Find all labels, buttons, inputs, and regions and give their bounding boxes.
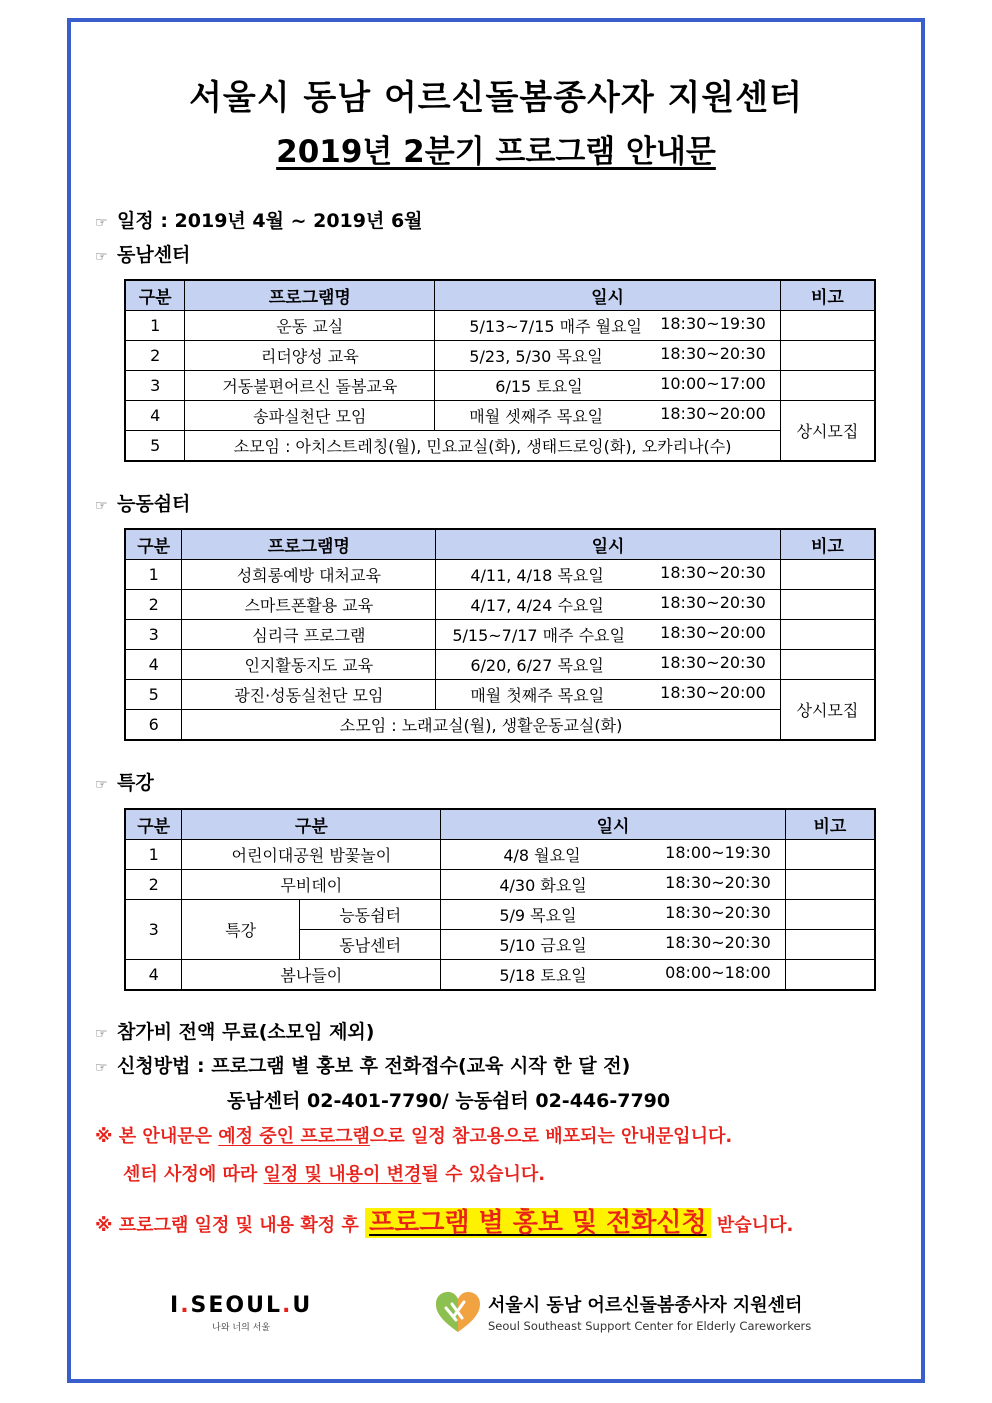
header-cell: 프로그램명 — [182, 529, 436, 560]
reference-mark: ※ — [95, 1215, 113, 1236]
schedule-cell — [436, 620, 780, 650]
notice-underlined: 일정 및 내용이 변경 — [263, 1164, 422, 1185]
row-number: 5 — [125, 431, 185, 462]
schedule-date: 5/9 목요일 — [499, 906, 577, 925]
schedule-cell — [436, 560, 780, 590]
schedule-date: 5/18 토요일 — [499, 966, 587, 985]
table-row — [125, 710, 875, 741]
row-number: 3 — [125, 900, 182, 960]
row-number: 5 — [125, 680, 182, 710]
center-name-english: Seoul Southeast Support Center for Elderly Careworkers — [488, 1319, 812, 1333]
header-cell: 구분 — [182, 809, 441, 840]
notice-3 — [95, 1202, 793, 1239]
note-cell — [780, 560, 875, 590]
program-name: 송파실천단 모임 — [185, 401, 435, 431]
pointing-hand-icon: ☞ — [95, 777, 108, 793]
notice-text: 프로그램 일정 및 내용 확정 후 — [118, 1215, 366, 1236]
program-table-neungdong — [124, 528, 876, 741]
logo-text: U — [292, 1293, 313, 1318]
program-name: 소모임 : 노래교실(월), 생활운동교실(화) — [182, 710, 780, 741]
program-name: 봄나들이 — [182, 960, 441, 991]
note-cell: 상시모집 — [780, 401, 875, 462]
table-row — [125, 620, 875, 650]
note-cell — [785, 840, 875, 870]
note-cell: 상시모집 — [780, 680, 875, 741]
schedule-date: 5/10 금요일 — [499, 936, 587, 955]
pointing-hand-icon: ☞ — [95, 215, 108, 231]
row-number: 1 — [125, 311, 185, 341]
schedule-time: 18:30~20:30 — [660, 653, 766, 672]
table-row — [125, 371, 875, 401]
schedule-time: 10:00~17:00 — [660, 374, 766, 393]
schedule-time: 18:30~20:00 — [660, 623, 766, 642]
schedule-date: 4/17, 4/24 수요일 — [470, 596, 604, 615]
note-cell — [785, 930, 875, 960]
schedule-time: 18:30~20:00 — [660, 683, 766, 702]
note-cell — [780, 650, 875, 680]
schedule-date: 4/11, 4/18 목요일 — [470, 566, 604, 585]
program-name: 소모임 : 아치스트레칭(월), 민요교실(화), 생태드로잉(화), 오카리나(수) — [185, 431, 781, 462]
schedule-date: 5/23, 5/30 목요일 — [469, 347, 603, 366]
venue-name: 능동쉼터 — [299, 900, 440, 930]
program-name: 광진·성동실천단 모임 — [182, 680, 436, 710]
apply-text: 신청방법 : 프로그램 별 홍보 후 전화접수(교육 시작 한 달 전) — [117, 1055, 631, 1077]
schedule-time: 08:00~18:00 — [665, 963, 771, 982]
section-heading-1 — [95, 240, 190, 267]
schedule-date: 6/15 토요일 — [495, 377, 583, 396]
schedule-cell — [435, 401, 781, 431]
schedule-cell — [441, 930, 785, 960]
section-title: 동남센터 — [117, 244, 191, 266]
program-name: 성희롱예방 대처교육 — [182, 560, 436, 590]
note-cell — [780, 341, 875, 371]
fee-line — [95, 1017, 374, 1044]
table-row — [125, 900, 875, 930]
header-cell: 비고 — [780, 529, 875, 560]
pointing-hand-icon: ☞ — [95, 1026, 108, 1042]
schedule-time: 18:30~20:30 — [660, 344, 766, 363]
program-name: 심리극 프로그램 — [182, 620, 436, 650]
notice-text: 으로 일정 참고용으로 배포되는 안내문입니다. — [369, 1126, 733, 1147]
logo-text: SEOUL — [190, 1293, 283, 1318]
schedule-cell — [435, 371, 781, 401]
table-row — [125, 680, 875, 710]
row-number: 3 — [125, 620, 182, 650]
header-cell: 프로그램명 — [185, 280, 435, 311]
table-row — [125, 840, 875, 870]
program-name: 스마트폰활용 교육 — [182, 590, 436, 620]
schedule-time: 18:00~19:30 — [665, 843, 771, 862]
section-title: 능동쉼터 — [117, 493, 191, 515]
schedule-date: 매월 첫째주 목요일 — [470, 686, 605, 705]
pointing-hand-icon: ☞ — [95, 498, 108, 514]
i-seoul-u-logo — [170, 1293, 312, 1333]
row-number: 2 — [125, 870, 182, 900]
table-row — [125, 431, 875, 462]
note-cell — [780, 371, 875, 401]
table-row — [125, 590, 875, 620]
row-number: 1 — [125, 560, 182, 590]
phone-line: 동남센터 02-401-7790/ 능동쉼터 02-446-7790 — [227, 1090, 671, 1112]
logo-subtitle: 나와 너의 서울 — [212, 1323, 271, 1333]
header-cell: 일시 — [436, 529, 780, 560]
header-cell: 구분 — [125, 529, 182, 560]
section-heading-2 — [95, 489, 190, 516]
schedule-cell — [435, 341, 781, 371]
program-name: 무비데이 — [182, 870, 441, 900]
schedule-cell — [436, 650, 780, 680]
schedule-cell — [441, 870, 785, 900]
schedule-cell — [436, 680, 780, 710]
program-name: 운동 교실 — [185, 311, 435, 341]
notice-1 — [95, 1122, 732, 1148]
notice-text: 본 안내문은 — [118, 1126, 219, 1147]
schedule-time: 18:30~20:30 — [665, 873, 771, 892]
table-row — [125, 401, 875, 431]
table-row — [125, 870, 875, 900]
program-name: 거동불편어르신 돌봄교육 — [185, 371, 435, 401]
program-name: 어린이대공원 밤꽃놀이 — [182, 840, 441, 870]
row-number: 4 — [125, 650, 182, 680]
program-name: 인지활동지도 교육 — [182, 650, 436, 680]
table-row — [125, 311, 875, 341]
note-cell — [785, 900, 875, 930]
schedule-time: 18:30~19:30 — [660, 314, 766, 333]
table-row — [125, 560, 875, 590]
table-header-row — [125, 280, 875, 311]
schedule-cell — [441, 900, 785, 930]
note-cell — [785, 960, 875, 991]
pointing-hand-icon: ☞ — [95, 249, 108, 265]
reference-mark: ※ — [95, 1126, 113, 1147]
row-number: 3 — [125, 371, 185, 401]
schedule-cell — [441, 960, 785, 991]
schedule-date: 4/8 월요일 — [503, 846, 581, 865]
schedule-date: 5/15~7/17 매주 수요일 — [452, 626, 626, 645]
heart-hands-icon — [434, 1290, 482, 1334]
schedule-time: 18:30~20:00 — [660, 404, 766, 423]
row-number: 4 — [125, 401, 185, 431]
center-name-korean: 서울시 동남 어르신돌봄종사자 지원센터 — [488, 1295, 803, 1316]
table-header-row — [125, 809, 875, 840]
schedule-date: 5/13~7/15 매주 월요일 — [469, 317, 642, 336]
section-title: 특강 — [117, 772, 154, 794]
table-row — [125, 650, 875, 680]
note-cell — [780, 311, 875, 341]
schedule-cell — [435, 311, 781, 341]
highlighted-notice: 프로그램 별 홍보 및 전화신청 — [365, 1208, 711, 1238]
center-logo — [434, 1290, 811, 1334]
row-number: 2 — [125, 590, 182, 620]
page-subtitle-text: 2019년 2분기 프로그램 안내문 — [276, 134, 716, 170]
program-table-dongnam — [124, 279, 876, 462]
schedule-date: 매월 셋째주 목요일 — [469, 407, 604, 426]
schedule-time: 18:30~20:30 — [665, 903, 771, 922]
header-cell: 구분 — [125, 280, 185, 311]
row-number: 4 — [125, 960, 182, 991]
notice-text: 센터 사정에 따라 — [123, 1164, 264, 1185]
schedule-date: 4/30 화요일 — [499, 876, 587, 895]
notice-2 — [123, 1160, 545, 1186]
schedule-date: 6/20, 6/27 목요일 — [470, 656, 604, 675]
program-name: 리더양성 교육 — [185, 341, 435, 371]
row-number: 1 — [125, 840, 182, 870]
row-number: 2 — [125, 341, 185, 371]
page-title: 서울시 동남 어르신돌봄종사자 지원센터 — [189, 78, 803, 118]
note-cell — [780, 620, 875, 650]
header-cell: 비고 — [780, 280, 875, 311]
schedule-cell — [441, 840, 785, 870]
program-name: 특강 — [182, 900, 300, 960]
apply-line — [95, 1051, 630, 1078]
table-row — [125, 960, 875, 991]
note-cell — [780, 590, 875, 620]
schedule-cell — [436, 590, 780, 620]
schedule-time: 18:30~20:30 — [665, 933, 771, 952]
header-cell: 비고 — [785, 809, 875, 840]
logo-text: I — [170, 1293, 181, 1318]
fee-text: 참가비 전액 무료(소모임 제외) — [117, 1021, 375, 1043]
section-heading-3 — [95, 768, 154, 795]
schedule-time: 18:30~20:30 — [660, 593, 766, 612]
venue-name: 동남센터 — [299, 930, 440, 960]
header-cell: 일시 — [435, 280, 781, 311]
notice-underlined: 예정 중인 프로그램 — [218, 1126, 370, 1147]
schedule-line — [95, 206, 423, 233]
note-cell — [785, 870, 875, 900]
header-cell: 일시 — [441, 809, 785, 840]
notice-text: 받습니다. — [710, 1215, 794, 1236]
page-subtitle — [0, 126, 992, 171]
table-header-row — [125, 529, 875, 560]
row-number: 6 — [125, 710, 182, 741]
header-cell: 구분 — [125, 809, 182, 840]
table-row — [125, 341, 875, 371]
notice-text: 될 수 있습니다. — [421, 1164, 546, 1185]
schedule-text: 일정 : 2019년 4월 ~ 2019년 6월 — [117, 210, 423, 232]
logo-wordmark: I.SEOUL.U — [170, 1293, 313, 1318]
pointing-hand-icon: ☞ — [95, 1060, 108, 1076]
schedule-time: 18:30~20:30 — [660, 563, 766, 582]
special-lecture-table — [124, 808, 876, 991]
